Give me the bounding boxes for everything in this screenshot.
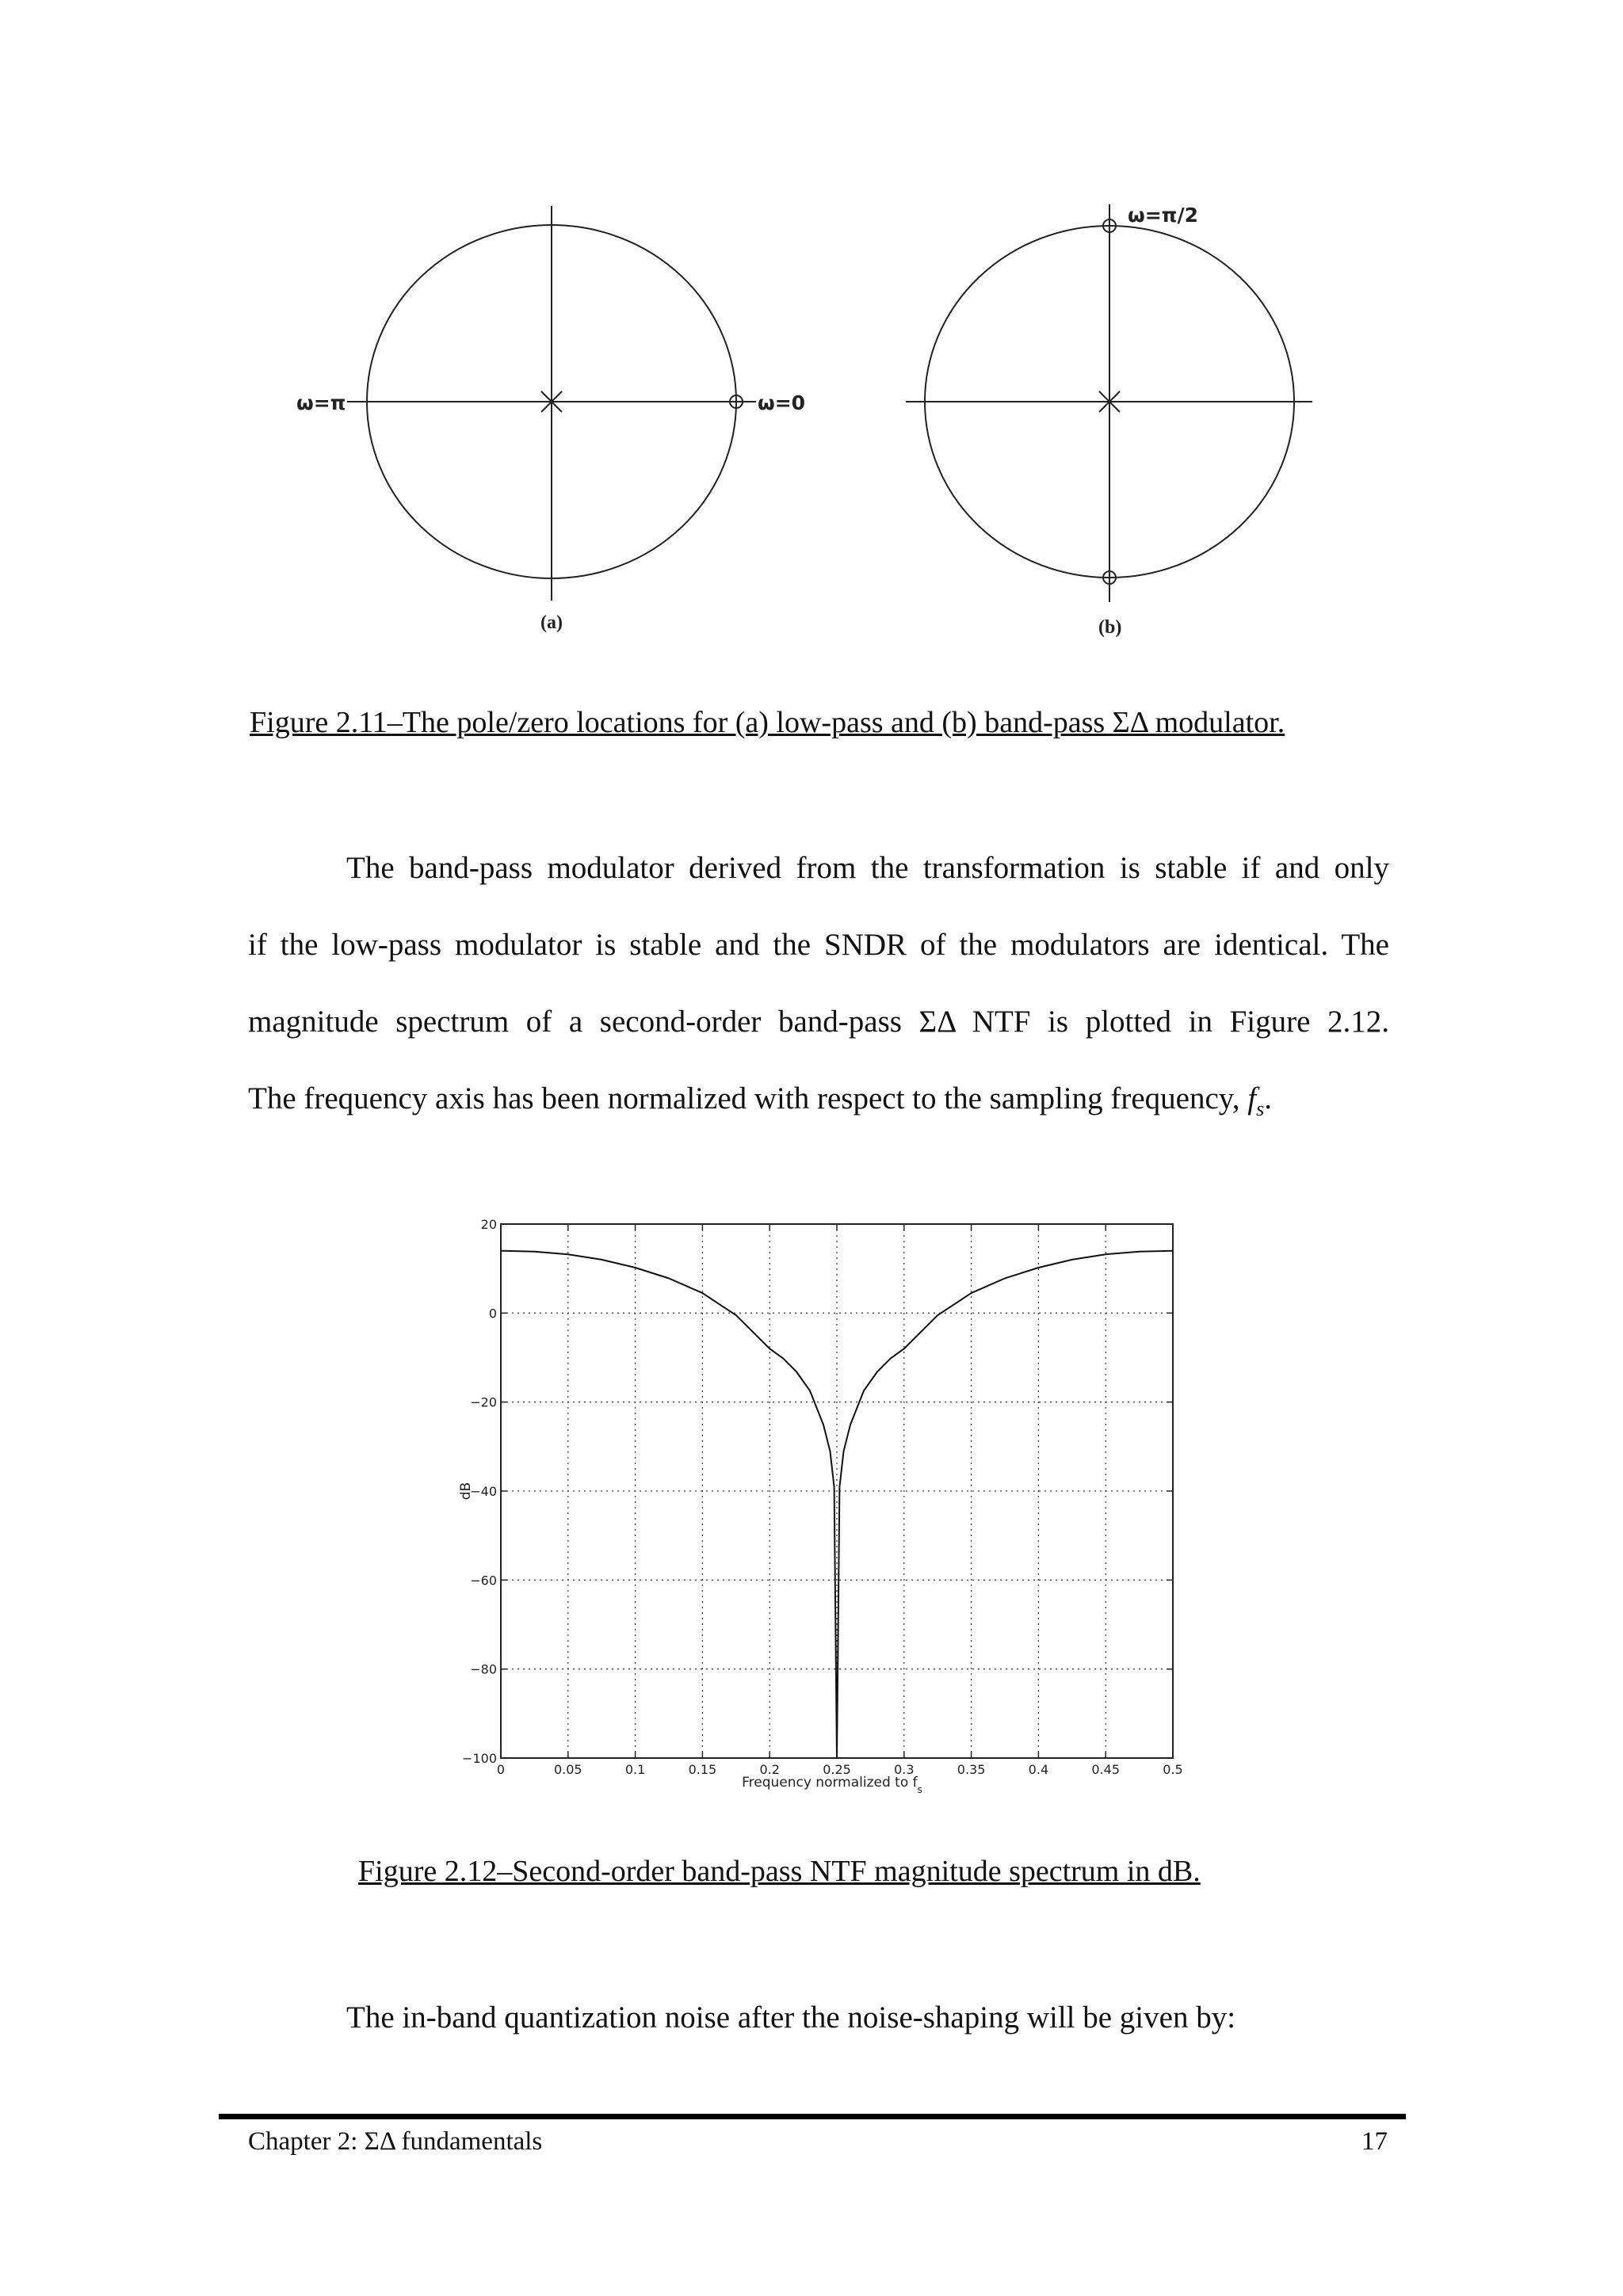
figure-2-12-caption: Figure 2.12–Second-order band-pass NTF magnitude spectrum in dB. xyxy=(358,1855,1201,1888)
sublabel-a: (a) xyxy=(540,612,563,633)
footer-page-number: 17 xyxy=(1361,2127,1388,2156)
sampling-frequency-subscript: s xyxy=(1256,1097,1265,1120)
y-tick-label: −40 xyxy=(470,1484,497,1499)
x-tick-label: 0.5 xyxy=(1163,1762,1183,1777)
label-a-left: ω=π xyxy=(296,391,346,414)
x-tick-label: 0 xyxy=(496,1762,506,1777)
y-tick-label: −20 xyxy=(470,1394,497,1410)
paragraph-1-line-2: if the low-pass modulator is stable and the SNDR of the modulators are identical. The xyxy=(248,928,1389,962)
figure-2-11 xyxy=(0,0,1623,650)
x-tick-label: 0.4 xyxy=(1028,1762,1049,1777)
chart-xlabel: Frequency normalized to $f_s$ xyxy=(742,1775,922,1795)
sublabel-b: (b) xyxy=(1098,617,1122,638)
x-tick-label: 0.05 xyxy=(553,1762,582,1777)
chart-ylabel: dB xyxy=(458,1482,474,1501)
y-tick-label: −80 xyxy=(470,1661,497,1677)
x-tick-label: 0.15 xyxy=(688,1762,717,1777)
x-tick-label: 0.25 xyxy=(823,1762,851,1777)
y-tick-label: 20 xyxy=(480,1217,497,1232)
x-tick-label: 0.1 xyxy=(624,1762,646,1777)
paragraph-1-line-3: magnitude spectrum of a second-order band-pass ΣΔ NTF is plotted in Figure 2.12. xyxy=(248,1005,1389,1039)
body-paragraph-2 xyxy=(248,1979,1389,2056)
x-tick-label: 0.2 xyxy=(759,1762,780,1777)
chart-plot-frame xyxy=(501,1224,1173,1758)
y-tick-label: −60 xyxy=(470,1573,497,1589)
paragraph-1-line-4-text: The frequency axis has been normalized with respect to the sampling frequency, xyxy=(248,1081,1248,1116)
paragraph-1-line-1: The band-pass modulator derived from the transformation is stable if and only xyxy=(346,851,1389,885)
footer-rule xyxy=(219,2114,1406,2119)
body-paragraph-1 xyxy=(248,830,1389,1147)
x-tick-label: 0.3 xyxy=(894,1762,915,1777)
x-tick-label: 0.35 xyxy=(957,1762,986,1777)
x-tick-label: 0.45 xyxy=(1091,1762,1121,1777)
label-b-top: ω=π/2 xyxy=(1128,204,1198,227)
paragraph-1-line-4-end: . xyxy=(1264,1081,1272,1116)
chart-ticks xyxy=(462,1217,1183,1777)
chart-series xyxy=(501,1251,1173,1758)
chart-grid xyxy=(501,1224,1173,1758)
paragraph-1-line-4 xyxy=(248,1060,1389,1147)
label-a-right: ω=0 xyxy=(758,391,806,414)
figure-2-11-caption: Figure 2.11–The pole/zero locations for (a) low-pass and (b) band-pass ΣΔ modulator. xyxy=(250,706,1285,739)
ntf-magnitude-series xyxy=(501,1251,1173,1758)
y-tick-label: −100 xyxy=(462,1751,497,1766)
sampling-frequency-symbol: f xyxy=(1247,1081,1257,1116)
y-tick-label: 0 xyxy=(488,1306,497,1322)
pole-zero-plot-b xyxy=(906,204,1312,602)
footer-chapter: Chapter 2: ΣΔ fundamentals xyxy=(248,2127,543,2156)
paragraph-2-line-1: The in-band quantization noise after the noise-shaping will be given by: xyxy=(346,2000,1236,2035)
pole-zero-plot-a xyxy=(347,206,756,601)
